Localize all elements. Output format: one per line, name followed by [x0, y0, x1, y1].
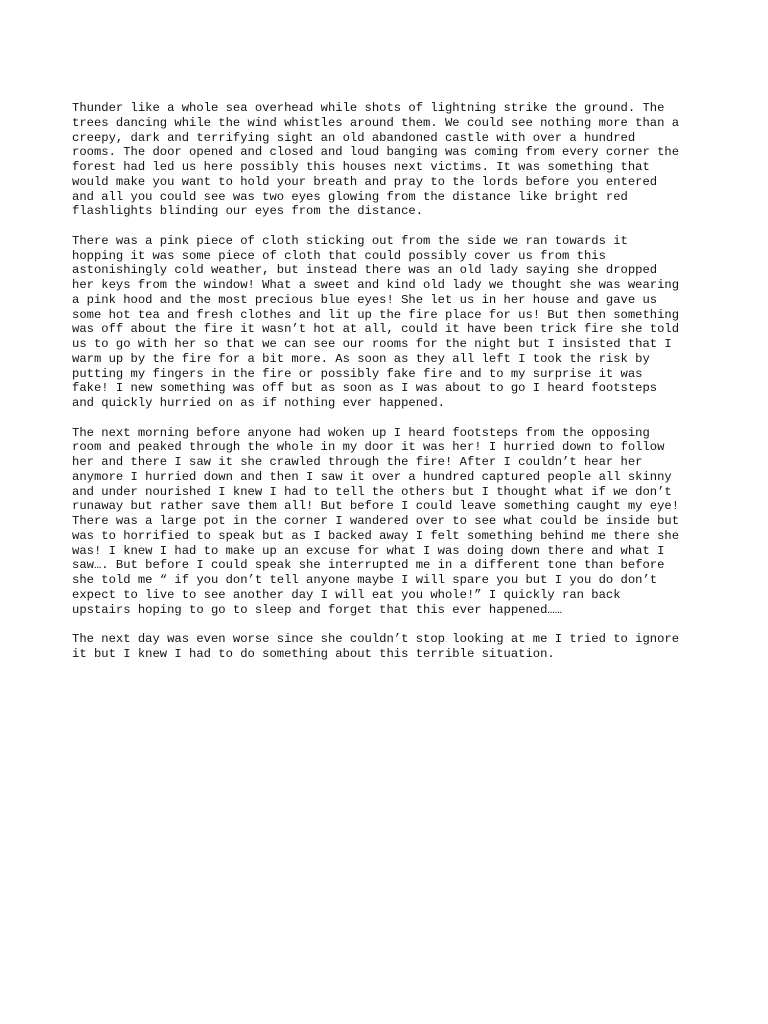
- paragraph-storm: Thunder like a whole sea overhead while shots of lightning strike the ground. The trees dancing while the wind whistles around them. We could see nothing more than a creepy, dark and terrifying sight an old abandoned castle with over a hundred rooms. The door opened and closed and loud banging was coming from every corner the forest had led us here possibly this houses next victims. It was something that would make you want to hold your breath and pray to the lords before you entered and all you could see was two eyes glowing from the distance like bright red flashlights blinding our eyes from the distance.: [72, 101, 680, 219]
- paragraph-pink-cloth: There was a pink piece of cloth sticking out from the side we ran towards it hopping it was some piece of cloth that could possibly cover us from this astonishingly cold weather, but instead there was an old lady saying she dropped her keys from the window! What a sweet and kind old lady we thought she was wearing a pink hood and the most precious blue eyes! She let us in her house and gave us some hot tea and fresh clothes and lit up the fire place for us! But then something was off about the fire it wasn’t hot at all, could it have been trick fire she told us to go with her so that we can see our rooms for the night but I insisted that I warm up by the fire for a bit more. As soon as they all left I took the risk by putting my fingers in the fire or possibly fake fire and to my surprise it was fake! I new something was off but as soon as I was about to go I heard footsteps and quickly hurried on as if nothing ever happened.: [72, 233, 680, 410]
- document-body: [72, 101, 702, 676]
- paragraph-next-morning: The next morning before anyone had woken up I heard footsteps from the opposing room and peaked through the whole in my door it was her! I hurried down to follow her and there I saw it she crawled through the fire! After I couldn’t hear her anymore I hurried down and then I saw it over a hundred captured people all skinny and under nourished I knew I had to tell the others but I thought what if we don’t runaway but rather save them all! But before I could leave something caught my eye! There was a large pot in the corner I wandered over to see what could be inside but was to horrified to speak but as I backed away I felt something behind me there she was! I knew I had to make up an excuse for what I was doing down there and what I saw…. But before I could speak she interrupted me in a different tone than before she told me “ if you don’t tell anyone maybe I will spare you but I you do don’t expect to live to see another day I will eat you whole!” I quickly ran back upstairs hoping to go to sleep and forget that this ever happened……: [72, 425, 680, 617]
- paragraph-next-day: The next day was even worse since she couldn’t stop looking at me I tried to ignore it but I knew I had to do something about this terrible situation.: [72, 632, 680, 661]
